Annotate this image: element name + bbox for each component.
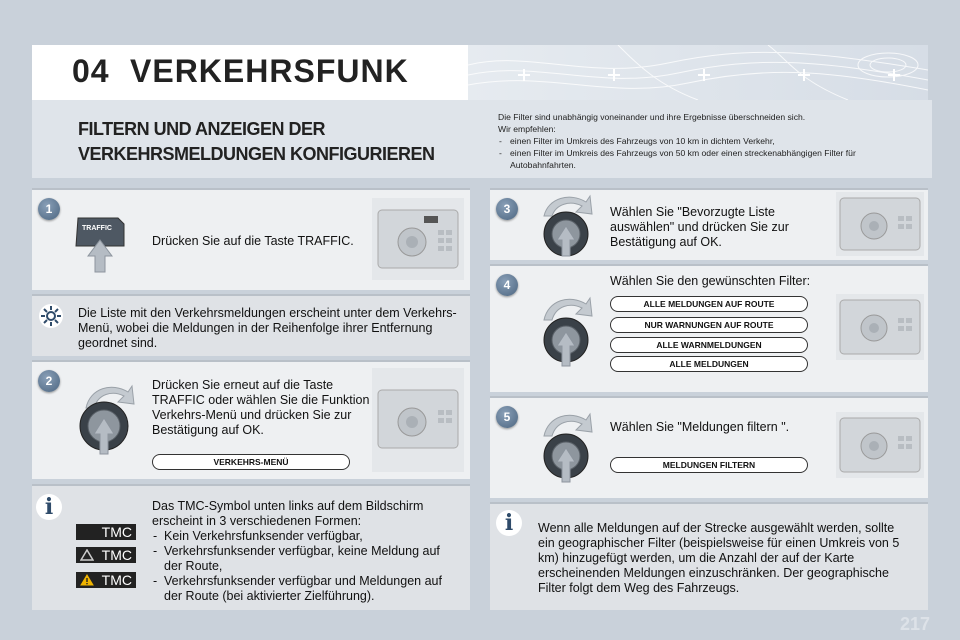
- step5-console-image: [836, 412, 924, 478]
- filter-note-bullet: - einen Filter im Umkreis des Fahrzeugs von 10 km in dichtem Verkehr,: [510, 135, 918, 147]
- tmc-label: TMC: [76, 547, 136, 563]
- tmc-info-text: [152, 499, 457, 604]
- rotary-knob-icon: [530, 290, 600, 370]
- filter-note-bullet: - einen Filter im Umkreis des Fahrzeugs von 50 km oder einen streckenabhängigen Filter für Autobahnfahrten.: [510, 147, 918, 171]
- section-title-line2: VERKEHRSMELDUNGEN KONFIGURIEREN: [78, 144, 435, 164]
- tmc-symbol-messages: [76, 572, 136, 588]
- step5-text: Wählen Sie "Meldungen filtern ".: [610, 420, 790, 434]
- tmc-info-bullet: - Kein Verkehrsfunksender verfügbar,: [164, 529, 457, 544]
- menu-item-meldungen-filtern[interactable]: MELDUNGEN FILTERN: [610, 457, 808, 473]
- chapter-number: 04: [72, 53, 110, 89]
- section-title-line1: FILTERN UND ANZEIGEN DER: [78, 119, 325, 139]
- traffic-key-icon: [72, 214, 128, 274]
- filter-option[interactable]: NUR WARNUNGEN AUF ROUTE: [610, 317, 808, 333]
- step2-text: Drücken Sie erneut auf die Taste TRAFFIC oder wählen Sie die Funktion Verkehrs-Menü und drücken Sie zur Bestätigung auf OK.: [152, 378, 370, 437]
- filter-option[interactable]: ALLE WARNMELDUNGEN: [610, 337, 808, 353]
- list-info-text: Die Liste mit den Verkehrsmeldungen erscheint unter dem Verkehrs-Menü, wobei die Meldungen in der Reihenfolge ihrer Entfernung geordnet sind.: [78, 306, 457, 350]
- tmc-symbol-none: [76, 524, 136, 540]
- tmc-info-bullet: - Verkehrsfunksender verfügbar und Meldungen auf der Route (bei aktivierter Zielführung).: [164, 574, 457, 604]
- map-contour-icon: [468, 45, 928, 100]
- step1-text: Drücken Sie auf die Taste TRAFFIC.: [152, 234, 354, 248]
- step2-console-image: [372, 368, 464, 472]
- filter-option[interactable]: ALLE MELDUNGEN: [610, 356, 808, 372]
- step-number-badge: 4: [496, 274, 518, 296]
- tmc-info-bullet: - Verkehrsfunksender verfügbar, keine Meldung auf der Route,: [164, 544, 457, 574]
- tmc-symbol-available: [76, 547, 136, 563]
- warning-icon: [80, 574, 94, 586]
- route-info-text: Wenn alle Meldungen auf der Strecke ausgewählt werden, sollte ein geographischer Filter (beispielsweise für einen Umkreis von 5 km) hinzugefügt werden, um die Anzahl der auf der Karte erscheinenden Meldungen einzuschränken. Der geographische Filter folgt dem Weg des Fahrzeugs.: [538, 521, 900, 595]
- menu-item-verkehrs-menu[interactable]: VERKEHRS-MENÜ: [152, 454, 350, 470]
- traffic-key-label: TRAFFIC: [82, 225, 112, 232]
- tmc-label: TMC: [76, 524, 136, 540]
- step-number-badge: 1: [38, 198, 60, 220]
- step-number-badge: 3: [496, 198, 518, 220]
- warning-outline-icon: [80, 549, 94, 561]
- rotary-knob-icon: [530, 406, 600, 486]
- step-number-badge: 5: [496, 406, 518, 428]
- step3-text: Wählen Sie "Bevorzugte Liste auswählen" und drücken Sie zur Bestätigung auf OK.: [610, 205, 789, 249]
- tmc-label: TMC: [76, 572, 136, 588]
- filter-note-line1: Die Filter sind unabhängig voneinander und ihre Ergebnisse überschneiden sich.: [498, 112, 806, 122]
- header-map-decoration: [468, 45, 928, 100]
- filter-note-line2: Wir empfehlen:: [498, 124, 556, 134]
- chapter-title: VERKEHRSFUNK: [130, 53, 409, 89]
- step4-text: Wählen Sie den gewünschten Filter:: [610, 274, 811, 288]
- step1-console-image: [372, 198, 464, 280]
- step4-console-image: [836, 294, 924, 360]
- step3-console-image: [836, 192, 924, 256]
- page-number: 217: [900, 614, 931, 634]
- filter-option[interactable]: ALLE MELDUNGEN AUF ROUTE: [610, 296, 808, 312]
- info-icon: i: [496, 510, 522, 536]
- step-number-badge: 2: [38, 370, 60, 392]
- filter-note: [498, 111, 918, 171]
- sun-icon: [38, 303, 64, 329]
- info-icon: i: [36, 494, 62, 520]
- rotary-knob-icon: [72, 378, 142, 458]
- tmc-info-intro: Das TMC-Symbol unten links auf dem Bildschirm erscheint in 3 verschiedenen Formen:: [152, 499, 424, 528]
- section-title: [78, 117, 458, 167]
- rotary-knob-icon: [530, 190, 600, 258]
